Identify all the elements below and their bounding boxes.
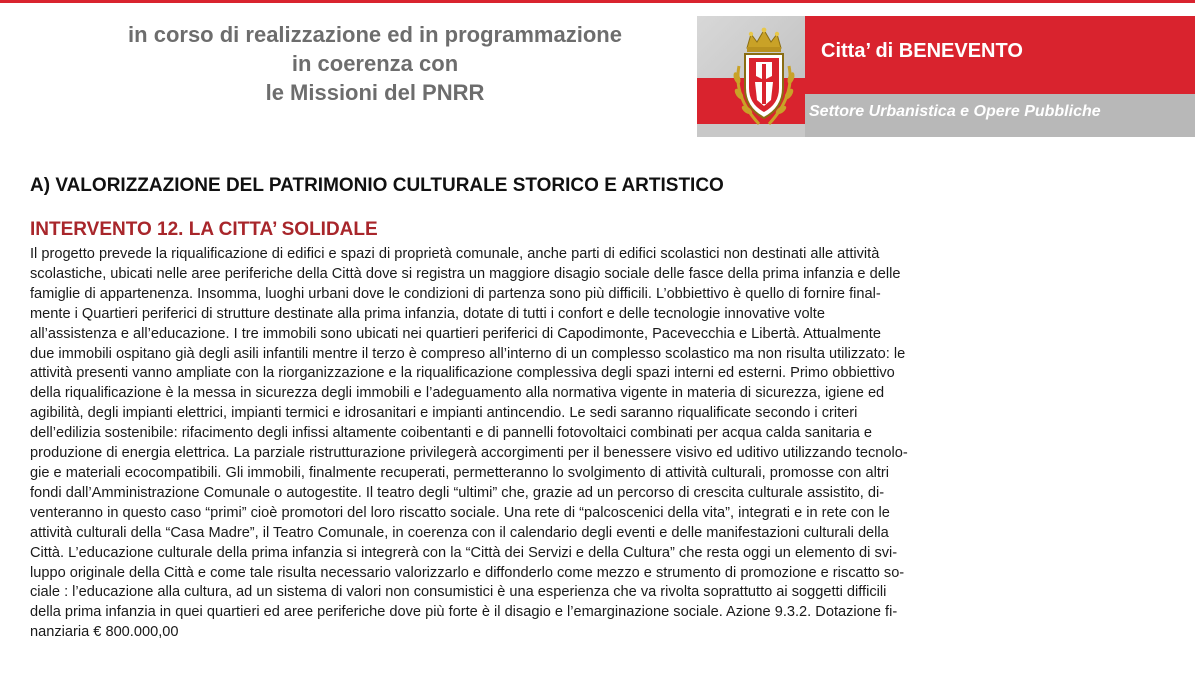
body-line: Città. L’educazione culturale della prima infanzia si integrerà con la “Città dei Servizi e della Cultura” che resta oggi un elemento di svi- (30, 544, 898, 561)
body-line: attività culturali della “Casa Madre”, il Teatro Comunale, in coerenza con il calendario degli eventi e delle manifestazioni culturali della (30, 524, 889, 541)
body-line: mente i Quartieri periferici di strutture destinate alla prima infanzia, dotate di tutti i confort e delle tecnologie innovative volte (30, 305, 825, 322)
header-title-line-2: in coerenza con (291, 51, 459, 76)
body-line: all’assistenza e all’educazione. I tre immobili sono ubicati nei quartieri periferici di Capodimonte, Pacevecchia e Libertà. Attualmente (30, 325, 881, 342)
banner-city-name: Citta’ di BENEVENTO (821, 40, 1023, 62)
body-line: scolastiche, ubicati nelle aree periferiche della Città dove si registra un maggiore disagio sociale delle fasce della prima infanzia e delle (30, 265, 901, 282)
intervento-title: INTERVENTO 12. LA CITTA’ SOLIDALE (30, 219, 378, 240)
body-line: venteranno in questo caso “primi” cioè promotori del loro riscatto sociale. Una rete di “palcoscenici della vita”, integrati e in rete con le (30, 504, 890, 521)
top-accent-line (0, 0, 1195, 3)
intervento-body (30, 245, 1180, 643)
banner-sector-name: Settore Urbanistica e Opere Pubbliche (809, 103, 1101, 120)
body-line: gie e materiali ecocompatibili. Gli immobili, finalmente recuperati, permetteranno lo svolgimento di attività culturali, promosse con altri (30, 464, 889, 481)
body-line: ciale : l’educazione alla cultura, ad un sistema di valori non consumistici è una esperienza che va rivolta soprattutto ai soggetti difficili (30, 584, 887, 601)
body-line: della prima infanzia in quei quartieri ed aree periferiche dove più forte è il disagio e l’emarginazione sociale. Azione 9.3.2. Dotazione fi- (30, 604, 898, 621)
body-line: produzione di energia elettrica. La parziale ristrutturazione privilegerà accorgimenti per il benessere visivo ed uditivo utilizzando tecnolo- (30, 445, 908, 462)
benevento-crest-icon (725, 26, 803, 130)
body-line: due immobili ospitano già degli asili infantili mentre il terzo è compreso all’interno di un complesso scolastico ma non risulta utilizzato: le (30, 345, 906, 362)
body-line: attività presenti vanno ampliate con la riorganizzazione e la riqualificazione complessiva degli spazi interni ed esterni. Primo obbiettivo (30, 365, 895, 382)
body-line: luppo originale della Città e come tale risulta necessario valorizzarlo e diffonderlo come mezzo e strumento di promozione e riscatto so- (30, 564, 905, 581)
body-line: della riqualificazione è la messa in sicurezza degli immobili e l’adeguamento alla normativa vigente in materia di sicurezza, igiene ed (30, 385, 885, 402)
header-title-line-1: in corso di realizzazione ed in programmazione (128, 22, 622, 47)
document-header-title (60, 20, 690, 107)
body-line: fondi dall’Amministrazione Comunale o autogestite. Il teatro degli “ultimi” che, grazie ad un percorso di crescita culturale assistito, di- (30, 484, 885, 501)
body-line: Il progetto prevede la riqualificazione di edifici e spazi di proprietà comunale, anche parti di edifici scolastici non destinati alle attività (30, 246, 880, 262)
body-line: agibilità, degli impianti elettrici, impianti termici e idrosanitari e impianti antincendio. Le sedi saranno riqualificate secondo i criteri (30, 405, 858, 422)
section-heading: A) VALORIZZAZIONE DEL PATRIMONIO CULTURALE STORICO E ARTISTICO (30, 175, 724, 196)
body-line: famiglie di appartenenza. Insomma, luoghi urbani dove le condizioni di partenza sono più difficili. L’obbiettivo è quello di fornire final- (30, 285, 881, 302)
body-line: dell’edilizia sostenibile: rifacimento degli infissi altamente coibentanti e di pannelli fotovoltaici combinati per acqua calda sanitaria e (30, 425, 873, 442)
body-line: nanziaria € 800.000,00 (30, 624, 179, 641)
city-banner (697, 16, 1195, 137)
header-title-line-3: le Missioni del PNRR (265, 80, 485, 105)
